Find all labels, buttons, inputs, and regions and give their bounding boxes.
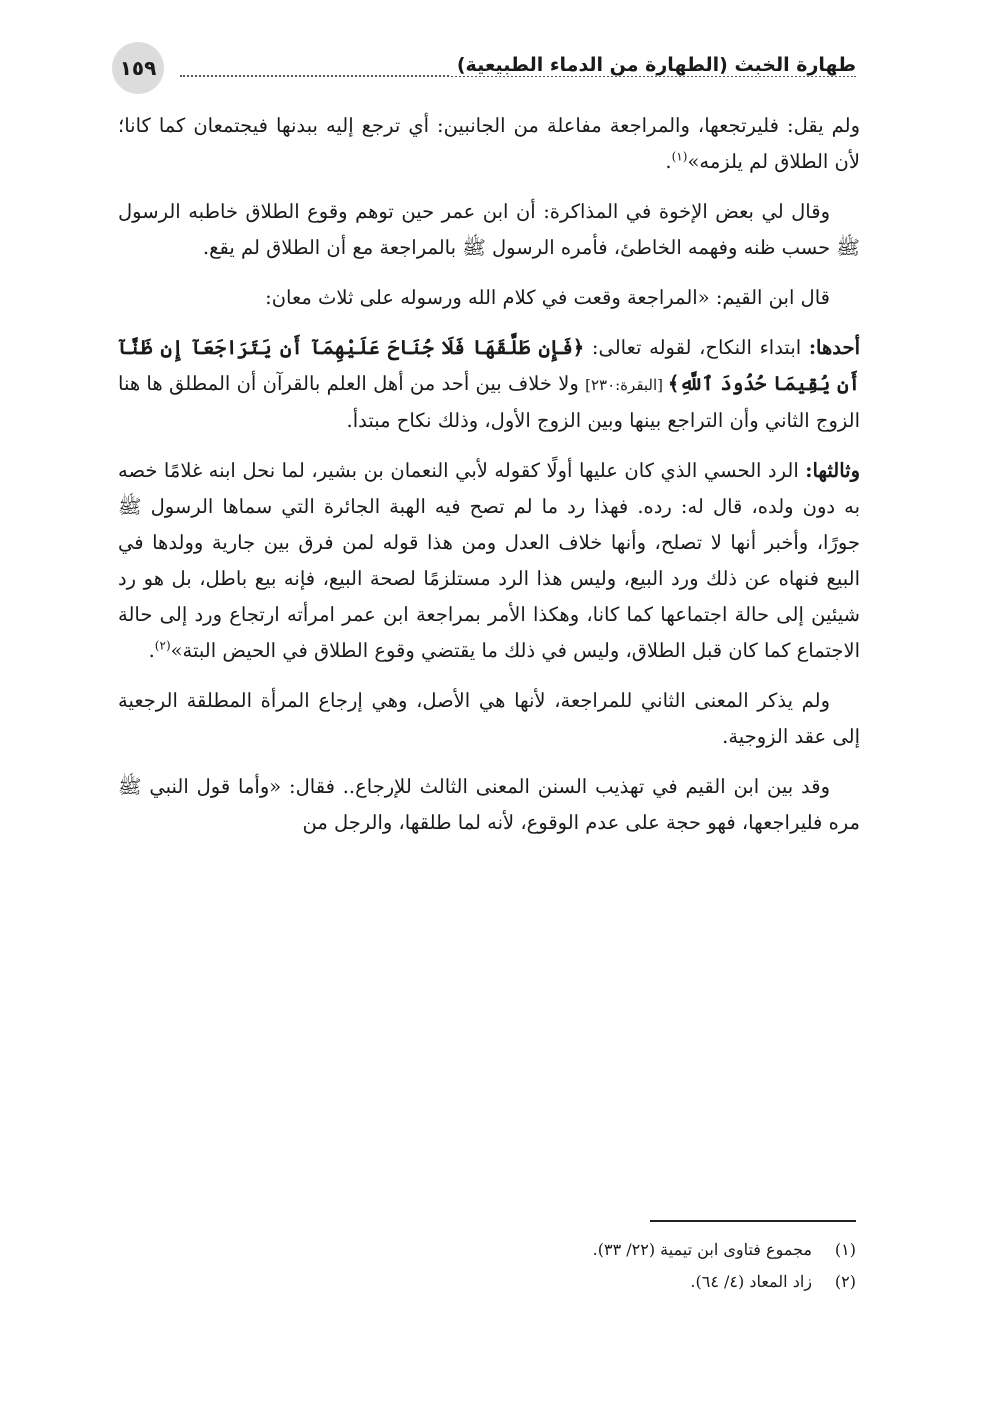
body-text	[118, 108, 860, 855]
paragraph-2: وقال لي بعض الإخوة في المذاكرة: أن ابن عمر حين توهم وقوع الطلاق خاطبه الرسول ﷺ حسب ظنه وفهمه الخاطئ، فأمره الرسول ﷺ بالمراجعة مع أن الطلاق لم يقع.	[118, 200, 860, 259]
header-title: طهارة الخبث (الطهارة من الدماء الطبيعية)	[451, 54, 856, 76]
footnote-text: مجموع فتاوى ابن تيمية (٢٢/ ٣٣).	[592, 1240, 812, 1259]
running-header	[112, 42, 856, 92]
paragraph-4-lead: أحدها:	[808, 336, 860, 359]
paragraph-6: ولم يذكر المعنى الثاني للمراجعة، لأنها هي الأصل، وهي إرجاع المرأة المطلقة الرجعية إلى عقد الزوجية.	[118, 689, 860, 748]
footnotes	[136, 1234, 856, 1298]
footnote-ref-2[interactable]: (٢)	[154, 638, 171, 653]
footnote-item	[136, 1234, 856, 1266]
paragraph-4-text-a: ابتداء النكاح، لقوله تعالى:	[584, 336, 809, 359]
page-number-badge: ١٥٩	[112, 42, 164, 94]
paragraph-1-end: .	[665, 150, 672, 173]
footnote-text: زاد المعاد (٤/ ٦٤).	[690, 1272, 812, 1291]
paragraph-5-lead: وثالثها:	[805, 459, 860, 482]
paragraph-4-text-b: ولا خلاف بين أحد من أهل العلم بالقرآن أن المطلق ها هنا الزوج الثاني وأن التراجع بينها وبين الزوج الأول، وذلك نكاح مبتدأ.	[118, 372, 860, 432]
paragraph-1	[118, 108, 860, 180]
footnote-item	[136, 1266, 856, 1298]
quran-verse: ﴿فَإِن طَلَّقَهَا فَلَا جُنَاحَ عَلَيْهِمَآ أَن يَتَرَاجَعَآ إِن ظَنَّآ أَن يُقِيمَا حُدُودَ ٱللَّهِ﴾	[118, 336, 860, 395]
verse-reference: [البقرة:٢٣٠]	[585, 376, 668, 394]
paragraph-4	[118, 330, 860, 439]
paragraph-7: وقد بين ابن القيم في تهذيب السنن المعنى الثالث للإرجاع.. فقال: «وأما قول النبي ﷺ مره فليراجعها، فهو حجة على عدم الوقوع، لأنه لما طلقها، والرجل من	[118, 775, 860, 834]
paragraph-5-text: الرد الحسي الذي كان عليها أولًا كقوله لأبي النعمان بن بشير، لما نحل ابنه غلامًا خصه به دون ولده، قال له: رده. فهذا رد ما لم تصح فيه الهبة الجائرة التي سماها الرسول ﷺ جورًا، وأخبر أنها لا تصلح، وأنها خلاف العدل ومن هذا قوله لمن فرق بين جارية وولدها في البيع فنهاه عن ذلك ورد البيع، وليس هذا الرد مستلزمًا لصحة البيع، فإنه بيع باطل، بل هو رد شيئين إلى حالة اجتماعها كما كانا، وهكذا الأمر بمراجعة ابن عمر امرأته ارتجاع ورد إلى حالة الاجتماع كما كان قبل الطلاق، وليس في ذلك ما يقتضي وقوع الطلاق في الحيض البتة»	[118, 459, 860, 662]
paragraph-5-end: .	[148, 639, 155, 662]
paragraph-3: قال ابن القيم: «المراجعة وقعت في كلام الله ورسوله على ثلاث معان:	[265, 286, 830, 309]
paragraph-5	[118, 453, 860, 669]
footnote-ref-1[interactable]: (١)	[671, 149, 688, 164]
footnote-separator	[650, 1220, 856, 1222]
paragraph-1-text: ولم يقل: فليرتجعها، والمراجعة مفاعلة من الجانبين: أي ترجع إليه ببدنها فيجتمعان كما كانا؛ لأن الطلاق لم يلزمه»	[118, 114, 860, 173]
footnote-number: (١)	[834, 1240, 856, 1259]
footnote-number: (٢)	[834, 1272, 856, 1291]
